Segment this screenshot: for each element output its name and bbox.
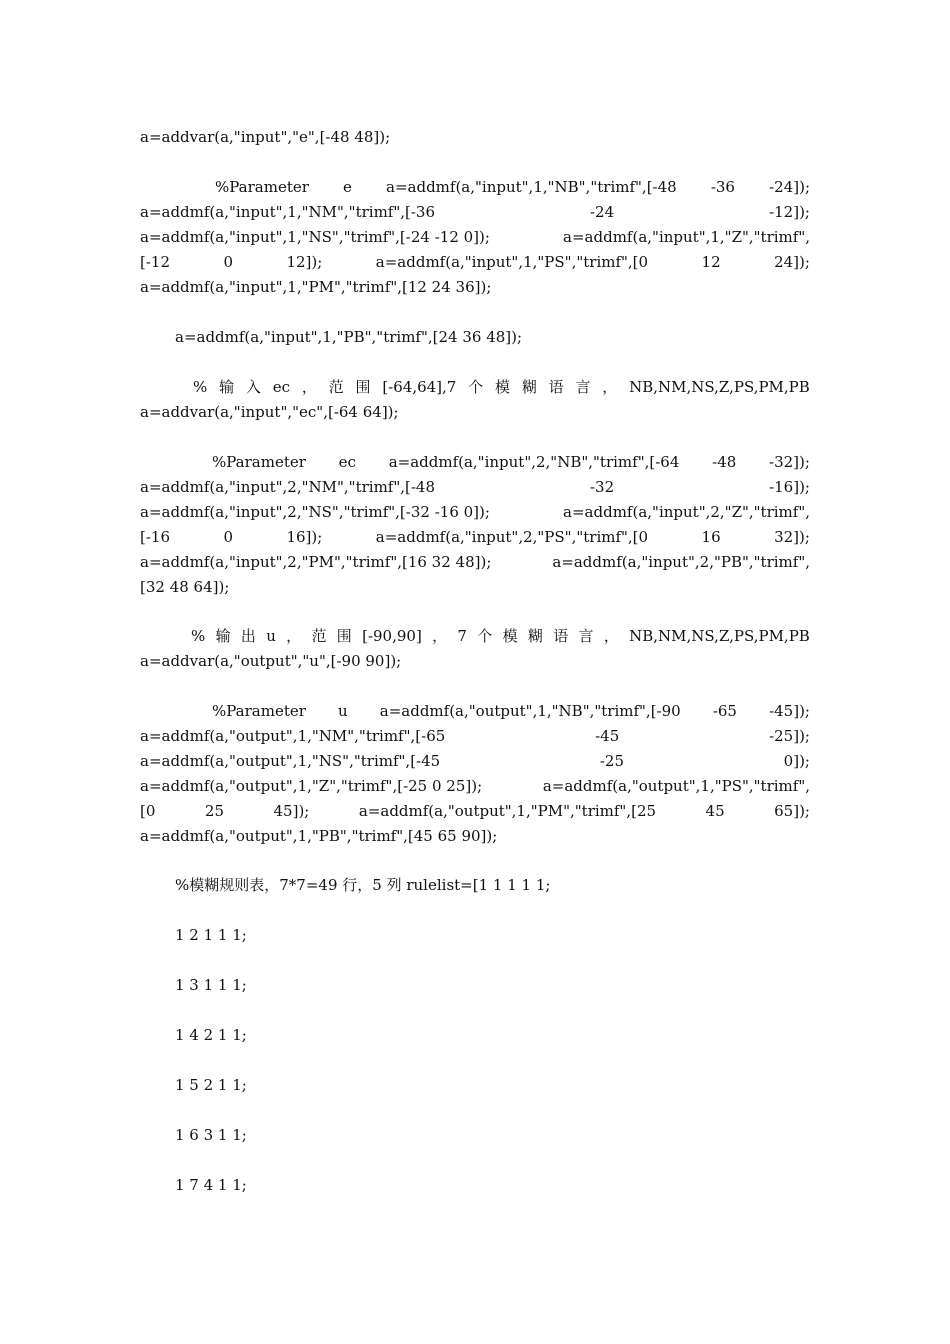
code-line-justified [140, 525, 810, 550]
code-token: a=addmf(a,"input",2,"PS","trimf",[0 [375, 528, 649, 546]
comment-token: ， [602, 378, 618, 396]
comment-token: [-90,90] [362, 627, 422, 645]
comment-token: ， [286, 627, 302, 645]
code-token: a=addmf(a,"input",1,"PS","trimf",[0 [375, 253, 649, 271]
comment-token: 范 [328, 378, 344, 396]
code-token: 45]); [273, 802, 310, 820]
code-line: a=addvar(a,"input","e",[-48 48]); [140, 128, 391, 146]
comment-token: 语 [553, 627, 569, 645]
code-token: a=addmf(a,"output",1,"NB","trimf",[-90 [379, 702, 681, 720]
code-token: 0 [223, 253, 234, 271]
comment-token: 模 [494, 378, 510, 396]
comment-token: 出 [240, 627, 256, 645]
code-line-justified [140, 724, 810, 749]
code-token: 65]); [774, 802, 810, 820]
code-token: -48 [712, 453, 737, 471]
rule-row: 1 7 4 1 1; [175, 1176, 247, 1194]
code-line-justified [140, 475, 810, 500]
code-token: a=addmf(a,"output",1,"Z","trimf",[-25 0 25]); [140, 777, 483, 795]
code-token: -32]); [769, 453, 810, 471]
code-token: 16]); [286, 528, 323, 546]
code-token: 32]); [774, 528, 810, 546]
comment-token: 语 [548, 378, 564, 396]
comment-token: NB,NM,NS,Z,PS,PM,PB [629, 378, 810, 396]
comment-token: 输 [215, 627, 231, 645]
code-token: [-12 [140, 253, 171, 271]
comment-token: 7 [457, 627, 467, 645]
code-token: a=addmf(a,"output",1,"NS","trimf",[-45 [140, 752, 441, 770]
code-token: e [343, 178, 352, 196]
code-token: a=addmf(a,"input",2,"NM","trimf",[-48 [140, 478, 436, 496]
code-token: -45]); [769, 702, 810, 720]
code-token: %Parameter [212, 453, 306, 471]
code-line: a=addmf(a,"output",1,"PB","trimf",[45 65 90]); [140, 827, 498, 845]
code-line: a=addmf(a,"input",1,"PM","trimf",[12 24 36]); [140, 278, 492, 296]
code-token: [0 [140, 802, 156, 820]
comment-token: 模 [502, 627, 518, 645]
code-token: 12 [701, 253, 721, 271]
comment-token: 糊 [521, 378, 537, 396]
code-line-justified [140, 200, 810, 225]
comment-token: 糊 [527, 627, 543, 645]
code-token: a=addmf(a,"input",2,"NB","trimf",[-64 [388, 453, 680, 471]
code-token: -12]); [769, 203, 810, 221]
code-token: -32 [589, 478, 615, 496]
code-token: a=addmf(a,"input",1,"Z","trimf", [563, 228, 810, 246]
code-token: -24 [589, 203, 615, 221]
code-token: 0]); [783, 752, 810, 770]
comment-token: 言 [578, 627, 594, 645]
code-token: a=addmf(a,"input",1,"NS","trimf",[-24 -12 0]); [140, 228, 490, 246]
code-token: -45 [595, 727, 620, 745]
code-line-justified [212, 699, 810, 724]
code-token: a=addmf(a,"input",2,"NS","trimf",[-32 -16 0]); [140, 503, 490, 521]
code-token: a=addmf(a,"output",1,"PS","trimf", [542, 777, 810, 795]
comment-token: 个 [477, 627, 493, 645]
comment-token: 围 [336, 627, 352, 645]
comment-token: NB,NM,NS,Z,PS,PM,PB [629, 627, 810, 645]
code-token: a=addmf(a,"input",1,"NB","trimf",[-48 [386, 178, 677, 196]
code-line-justified [140, 774, 810, 799]
code-token: -25 [599, 752, 625, 770]
code-line-justified [212, 450, 810, 475]
comment-token: 入 [245, 378, 261, 396]
code-line-justified [215, 175, 810, 200]
code-token: -65 [712, 702, 737, 720]
comment-token: ， [301, 378, 317, 396]
code-token: a=addmf(a,"input",2,"Z","trimf", [563, 503, 810, 521]
code-token: a=addmf(a,"output",1,"PM","trimf",[25 [358, 802, 657, 820]
code-token: a=addmf(a,"input",1,"NM","trimf",[-36 [140, 203, 436, 221]
comment-line-justified [193, 375, 810, 400]
code-token: [-16 [140, 528, 171, 546]
comment-token: ec [272, 378, 291, 396]
comment-token: % [193, 378, 208, 396]
code-token: u [338, 702, 348, 720]
code-line-justified [140, 749, 810, 774]
code-token: a=addmf(a,"output",1,"NM","trimf",[-65 [140, 727, 446, 745]
code-token: 12]); [286, 253, 323, 271]
comment-token: ， [603, 627, 619, 645]
comment-token: [-64,64],7 [382, 378, 457, 396]
code-token: 45 [705, 802, 725, 820]
rule-header-line: %模糊规则表，7*7=49 行，5 列 rulelist=[1 1 1 1 1; [175, 876, 551, 894]
code-line: a=addvar(a,"input","ec",[-64 64]); [140, 403, 399, 421]
code-token: -24]); [769, 178, 810, 196]
code-token: -25]); [769, 727, 810, 745]
rule-row: 1 6 3 1 1; [175, 1126, 247, 1144]
code-token: 0 [223, 528, 234, 546]
rule-row: 1 2 1 1 1; [175, 926, 247, 944]
comment-token: % [191, 627, 206, 645]
code-token: %Parameter [215, 178, 309, 196]
code-line: a=addmf(a,"input",1,"PB","trimf",[24 36 48]); [175, 328, 523, 346]
code-token: -36 [710, 178, 735, 196]
comment-token: u [266, 627, 276, 645]
code-line-justified [140, 550, 810, 575]
rule-row: 1 5 2 1 1; [175, 1076, 247, 1094]
comment-token: ， [432, 627, 448, 645]
rule-row: 1 3 1 1 1; [175, 976, 247, 994]
code-line-justified [140, 250, 810, 275]
rule-row: 1 4 2 1 1; [175, 1026, 247, 1044]
code-line-justified [140, 225, 810, 250]
code-token: 24]); [774, 253, 810, 271]
code-token: -16]); [769, 478, 810, 496]
code-line: [32 48 64]); [140, 578, 230, 596]
code-token: 25 [204, 802, 224, 820]
code-line: a=addvar(a,"output","u",[-90 90]); [140, 652, 402, 670]
code-token: a=addmf(a,"input",2,"PM","trimf",[16 32 48]); [140, 553, 492, 571]
comment-line-justified [191, 624, 810, 649]
code-token: ec [338, 453, 356, 471]
code-line-justified [140, 500, 810, 525]
comment-token: 范 [311, 627, 327, 645]
code-line-justified [140, 799, 810, 824]
comment-token: 个 [468, 378, 484, 396]
comment-token: 输 [219, 378, 235, 396]
code-token: a=addmf(a,"input",2,"PB","trimf", [552, 553, 810, 571]
code-token: 16 [701, 528, 721, 546]
comment-token: 围 [355, 378, 371, 396]
comment-token: 言 [575, 378, 591, 396]
code-token: %Parameter [212, 702, 306, 720]
